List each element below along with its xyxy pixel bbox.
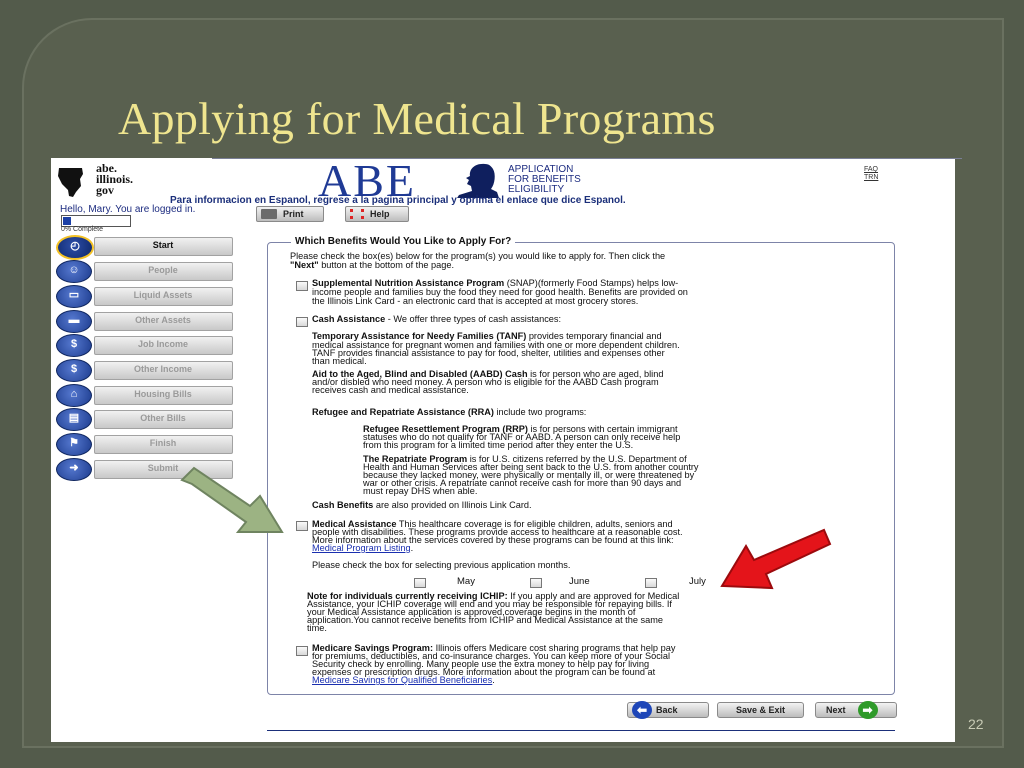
tanf-title: Temporary Assistance for Needy Families (TANF) <box>312 331 527 341</box>
cash-text: - We offer three types of cash assistances: <box>385 314 562 324</box>
sidebar-item-label: Finish <box>149 438 177 448</box>
medical-program-listing-link[interactable]: Medical Program Listing <box>312 543 411 553</box>
aabd-line: and/or disbled who need money. A person who is eligible for the AABD Cash program <box>312 377 659 387</box>
medical-line: people with disabilities. These programs provide access to healthcare at a reasonable cost. <box>312 527 683 537</box>
cash-line <box>312 315 561 324</box>
medicare-savings-checkbox[interactable] <box>296 646 308 656</box>
medical-title: Medical Assistance <box>312 519 397 529</box>
abe-tagline <box>508 165 581 195</box>
car-icon: ▬ <box>56 310 92 333</box>
house-icon: ⌂ <box>56 384 92 407</box>
site-name-line: abe. <box>96 161 117 175</box>
sidebar-item-other-assets[interactable] <box>56 311 232 331</box>
money-icon: ▭ <box>56 285 92 308</box>
sidebar-item-label: Submit <box>147 463 179 473</box>
back-button[interactable] <box>627 702 709 718</box>
ichip-title: Note for individuals currently receiving ICHIP: <box>307 591 508 601</box>
header-links[interactable] <box>864 166 878 182</box>
sidebar-item-label: Liquid Assets <box>133 290 193 300</box>
medical-line: More information about the services covered by these programs can be found at this link: <box>312 535 674 545</box>
instructions-line <box>290 261 454 270</box>
aabd-title: Aid to the Aged, Blind and Disabled (AABD) Cash <box>312 369 528 379</box>
footer-divider <box>267 730 895 731</box>
next-keyword: "Next" <box>290 260 319 270</box>
july-checkbox[interactable] <box>645 578 657 588</box>
save-exit-label: Save & Exit <box>735 705 786 715</box>
checkered-flag-icon: ⚑ <box>56 433 92 456</box>
aabd-line: receives cash and medical assistance. <box>312 385 469 395</box>
sidebar-item-housing-bills[interactable] <box>56 385 232 405</box>
send-arrow-icon: ➜ <box>56 458 92 481</box>
sidebar-item-people[interactable] <box>56 261 232 281</box>
msp-line: expenses or prescription drugs. More information about the program can be found at <box>312 667 656 677</box>
repatriate-title: The Repatriate Program <box>363 454 468 464</box>
print-label: Print <box>283 209 304 219</box>
rrp-title: Refugee Resettlement Program (RRP) <box>363 424 528 434</box>
back-label: Back <box>656 705 678 715</box>
site-name-line: gov <box>96 183 114 197</box>
aabd-text: is for person who are aged, blind <box>527 369 664 379</box>
bill-icon: ▤ <box>56 408 92 431</box>
sidebar-item-label: Other Income <box>133 364 192 374</box>
medical-link-line <box>312 544 413 553</box>
repatriate-line: war or other crisis. A repatriate cannot receive cash for more than 90 days and <box>363 478 682 488</box>
progress-text: 0% Complete <box>61 226 104 233</box>
msp-text: Illinois offers Medicare cost sharing programs that help pay <box>433 643 676 653</box>
people-icon: ☺ <box>56 260 92 283</box>
rra-text: include two programs: <box>493 407 587 417</box>
fieldset-legend: Which Benefits Would You Like to Apply For? <box>291 236 515 247</box>
sidebar-item-label: Job Income <box>137 339 188 349</box>
sidebar-item-other-bills[interactable] <box>56 409 232 429</box>
repatriate-line: Health and Human Services after being sent back to the U.S. from another country <box>363 462 699 472</box>
cash-benefits-text: are also provided on Illinois Link Card. <box>373 500 532 510</box>
instructions-line: Please check the box(es) below for the program(s) you would like to apply for. Then click the <box>290 251 666 261</box>
rrp-line: statuses who do not qualify for TANF or AABD. A person can only receive help <box>363 432 681 442</box>
rra-title: Refugee and Repatriate Assistance (RRA) <box>312 407 494 417</box>
green-arrow-icon <box>178 462 293 544</box>
slide-number: 22 <box>968 716 984 732</box>
tanf-line: than medical. <box>312 356 367 366</box>
sidebar-item-job-income[interactable] <box>56 335 232 355</box>
cash-benefits-line <box>312 501 532 510</box>
printer-icon <box>261 209 277 219</box>
month-label-july: July <box>689 576 706 587</box>
link-suffix: . <box>410 543 414 553</box>
tagline-line: APPLICATION <box>508 164 574 175</box>
ichip-text: If you apply and are approved for Medical <box>507 591 680 601</box>
repatriate-text: is for U.S. citizens referred by the U.S. Department of <box>467 454 687 464</box>
red-arrow-icon <box>712 522 832 602</box>
lincoln-silhouette-icon <box>455 162 501 198</box>
abe-logo: ABE <box>318 155 416 206</box>
dollar-icon: $ <box>56 334 92 357</box>
slide-title: Applying for Medical Programs <box>118 93 716 144</box>
month-label-may: May <box>457 576 475 587</box>
sidebar-item-liquid-assets[interactable] <box>56 286 232 306</box>
trn-link[interactable]: TRN <box>864 174 879 181</box>
progress-fill <box>63 217 71 225</box>
sidebar-item-label: Other Assets <box>135 315 191 325</box>
ichip-line: your Medical Assistance application is approved,coverage begins in the month of <box>307 607 636 617</box>
tanf-text: provides temporary financial and <box>526 331 662 341</box>
sidebar-item-start[interactable] <box>56 236 232 256</box>
snap-title: Supplemental Nutrition Assistance Program <box>312 278 505 288</box>
sidebar-item-label: Start <box>152 240 174 250</box>
cash-title: Cash Assistance <box>312 314 386 324</box>
sidebar-item-label: Other Bills <box>140 413 186 423</box>
repatriate-line: because they lacked money, were physically or mentally ill, or were threatened by <box>363 470 695 480</box>
next-arrow-icon: ➡ <box>858 701 878 719</box>
medical-text: This healthcare coverage is for eligible children, adults, seniors and <box>396 519 673 529</box>
medicare-savings-link[interactable]: Medicare Savings for Qualified Beneficiaries <box>312 675 493 685</box>
tagline-line: ELIGIBILITY <box>508 184 565 195</box>
cash-benefits-title: Cash Benefits <box>312 500 374 510</box>
snap-text: (SNAP)(formerly Food Stamps) helps low- <box>504 278 679 288</box>
instructions-text: button at the bottom of the page. <box>318 260 454 270</box>
cash-checkbox[interactable] <box>296 317 308 327</box>
site-name[interactable] <box>96 163 133 196</box>
help-icon <box>350 209 364 219</box>
rra-line <box>312 408 586 417</box>
month-label-june: June <box>569 576 590 587</box>
site-name-line: illinois. <box>96 172 134 186</box>
next-label: Next <box>826 705 846 715</box>
snap-line: the Illinois Link Card - an electronic card that is accepted at most grocery stores. <box>312 296 639 306</box>
snap-checkbox[interactable] <box>296 281 308 291</box>
sidebar-item-finish[interactable] <box>56 434 232 454</box>
sidebar-item-other-income[interactable] <box>56 360 232 380</box>
sidebar-item-label: Housing Bills <box>134 389 192 399</box>
rrp-line: from this program for a limited time period after they enter the U.S. <box>363 440 634 450</box>
msp-line: for premiums, deductibles, and co-insurance charges. You can keep more of your Social <box>312 651 670 661</box>
msp-link-line <box>312 676 495 685</box>
ichip-line: time. <box>307 623 327 633</box>
espanol-notice: Para informacion en Espanol, regrese a la pagina principal y oprima el enlace que dice Espanol. <box>170 195 626 206</box>
link-suffix: . <box>492 675 495 685</box>
help-label: Help <box>370 209 390 219</box>
tagline-line: FOR BENEFITS <box>508 174 581 185</box>
tanf-line: medical assistance for pregnant women and families with one or more dependent children. <box>312 340 680 350</box>
coin-icon: $ <box>56 359 92 382</box>
illinois-state-icon <box>56 166 90 198</box>
faq-link[interactable]: FAQ <box>864 166 879 173</box>
login-greeting: Hello, Mary. You are logged in. <box>60 204 196 215</box>
medical-checkbox[interactable] <box>296 521 308 531</box>
may-checkbox[interactable] <box>414 578 426 588</box>
ichip-line: application.You cannot receive benefits from ICHIP and Medical Assistance at the same <box>307 615 663 625</box>
msp-title: Medicare Savings Program: <box>312 643 434 653</box>
previous-months-text: Please check the box for selecting previous application months. <box>312 560 571 570</box>
rrp-text: is for persons with certain immigrant <box>527 424 678 434</box>
next-button[interactable] <box>815 702 897 718</box>
ichip-line: Assistance, your ICHIP coverage will end and you may be responsible for repaying bills. If <box>307 599 672 609</box>
print-button[interactable] <box>256 206 324 222</box>
msp-line: Security check by enrolling. Many people use the extra money to help pay for living <box>312 659 650 669</box>
snap-line: income people and families buy the food they need for good health. Benefits are provided on <box>312 287 688 297</box>
save-exit-button[interactable] <box>717 702 804 718</box>
back-arrow-icon: ⬅ <box>632 701 652 719</box>
repatriate-line: must repay DHS when able. <box>363 486 478 496</box>
stopwatch-icon: ◴ <box>56 235 94 260</box>
tanf-line: TANF provides financial assistance to pay for food, shelter, utilities and expenses other <box>312 348 665 358</box>
help-button[interactable] <box>345 206 409 222</box>
june-checkbox[interactable] <box>530 578 542 588</box>
sidebar-item-label: People <box>148 265 178 275</box>
